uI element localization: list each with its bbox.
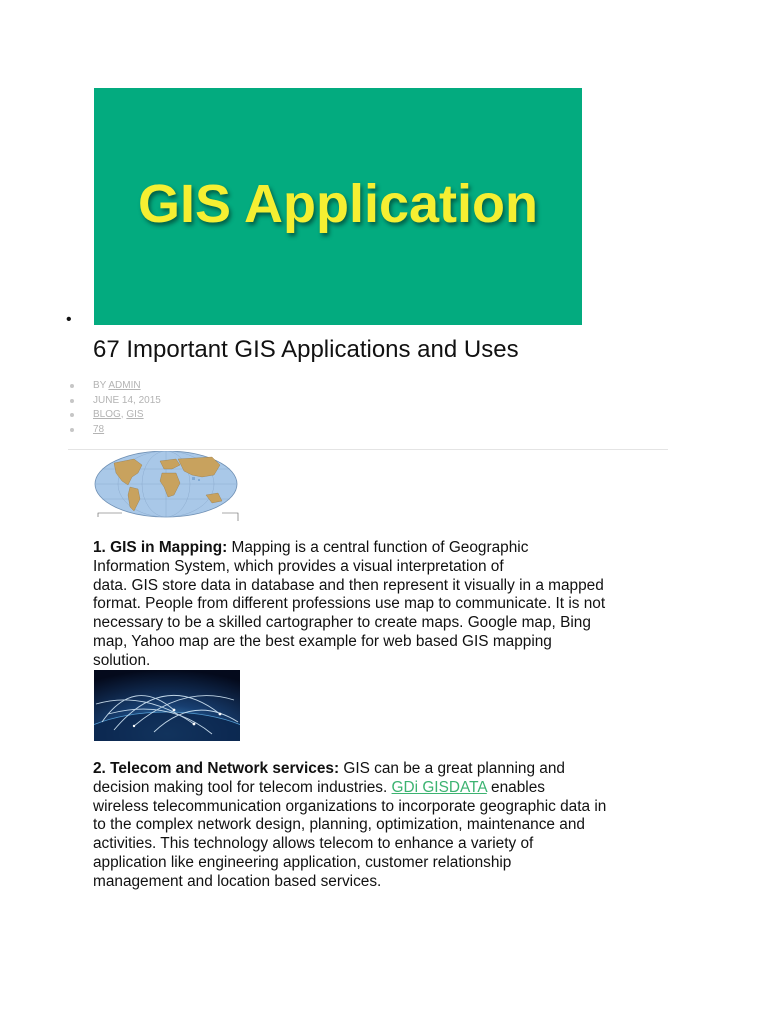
section-telecom-line-2b: enables [486, 778, 545, 796]
meta-date: JUNE 14, 2015 [68, 394, 161, 409]
meta-author [68, 379, 161, 394]
category-separator: , [120, 409, 127, 420]
section-telecom [93, 760, 693, 892]
section-telecom-line-7: management and location based services. [93, 872, 382, 890]
section-mapping-line-1: Mapping is a central function of Geographic [227, 539, 529, 556]
section-telecom-line-4: to the complex network design, planning, optimization, maintenance and [93, 816, 585, 834]
section-telecom-line-1: GIS can be a great planning and [339, 760, 565, 777]
section-mapping-line-7: solution. [93, 651, 151, 669]
network-globe-image [94, 670, 240, 741]
section-telecom-heading: 2. Telecom and Network services: [93, 760, 340, 777]
post-meta [68, 379, 161, 437]
category-link-gis[interactable]: GIS [126, 409, 144, 420]
meta-by-label: BY [93, 380, 109, 391]
section-mapping-line-4: format. People from different professions use map to communicate. It is not [93, 595, 606, 613]
comments-link[interactable]: 78 [93, 423, 105, 435]
section-mapping-line-5: necessary to be a skilled cartographer to create maps. Google map, Bing [93, 614, 591, 632]
gdi-gisdata-link[interactable]: GDi GISDATA [391, 778, 487, 796]
author-link[interactable]: ADMIN [108, 380, 141, 391]
section-telecom-line-3: wireless telecommunication organizations to incorporate geographic data in [93, 797, 607, 815]
section-telecom-line-6: application like engineering application, customer relationship [93, 853, 512, 871]
section-mapping-heading: 1. GIS in Mapping: [93, 539, 228, 556]
section-mapping [93, 539, 693, 671]
section-mapping-line-2: Information System, which provides a visual interpretation of [93, 557, 504, 575]
list-bullet: • [66, 311, 72, 328]
category-link-blog[interactable]: BLOG [93, 409, 121, 420]
post-title: 67 Important GIS Applications and Uses [93, 336, 519, 363]
hero-banner [94, 88, 582, 325]
section-mapping-line-3: data. GIS store data in database and then represent it visually in a mapped [93, 576, 604, 594]
meta-categories [68, 408, 161, 423]
section-mapping-line-6: map, Yahoo map are the best example for web based GIS mapping [93, 632, 552, 650]
section-telecom-line-5: activities. This technology allows telecom to enhance a variety of [93, 835, 534, 853]
section-telecom-line-2a: decision making tool for telecom industries. [93, 778, 392, 796]
meta-comments [68, 423, 161, 438]
world-map-image [94, 451, 240, 521]
hero-title: GIS Application [137, 173, 539, 234]
divider [68, 449, 668, 450]
